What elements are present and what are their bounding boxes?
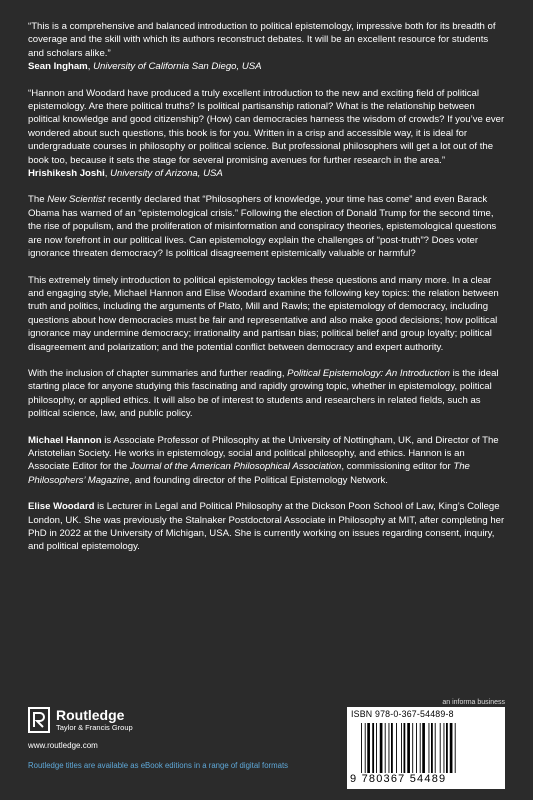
publisher-name: Routledge bbox=[56, 707, 125, 723]
description-paragraph-3: With the inclusion of chapter summaries and further reading, Political Epistemology: An Introduction is the ideal starting place for anyone studying this fascinating and rapidly growing topic, whether in epistemology, political philosophy, or applied ethics. It will also be of interest to students and researchers in related fields, such as political science, law, and public policy. bbox=[28, 367, 499, 420]
barcode-bars-icon bbox=[361, 723, 501, 773]
reviewer-affiliation-2: University of Arizona, USA bbox=[110, 168, 223, 180]
isbn-text: ISBN 978-0-367-54489-8 bbox=[351, 709, 454, 719]
author-bio-1: Michael Hannon is Associate Professor of Philosophy at the University of Nottingham, UK, and Director of The Aristotelian Society. He works in epistemology, social and political philosophy, and ethics. Hannon is an Associate Editor for the Journal of the American Philosophical Association, commissioning editor for The Philosophers’ Magazine, and founding director of the Political Epistemology Network. bbox=[28, 434, 499, 486]
publisher-logo bbox=[28, 707, 133, 733]
author-bio-2: Elise Woodard is Lecturer in Legal and Political Philosophy at the Dickson Poon School of Law, King’s College London, UK. She was previously the Stalnaker Postdoctoral Associate in Philosophy at MIT, after completing her PhD in 2022 at the University of Michigan, USA. She is currently working on issues regarding consent, inquiry, and political epistemology. bbox=[28, 501, 505, 553]
review-attribution-1: Sean Ingham, University of California San Diego, USA bbox=[28, 61, 262, 73]
informa-tagline: an informa business bbox=[442, 699, 505, 706]
cover-footer bbox=[28, 695, 505, 795]
barcode-digits: 9 780367 54489 bbox=[350, 773, 447, 785]
publisher-url: www.routledge.com bbox=[28, 741, 98, 750]
reviewer-affiliation-1: University of California San Diego, USA bbox=[93, 61, 262, 73]
review-quote-2: “Hannon and Woodard have produced a truly excellent introduction to the new and exciting field of political epistemology. Are there political truths? Is political partisanship rational? What is the relationship between political knowledge and good citizenship? (How) can democracies harness the wisdom of crowds? If you’ve ever wondered about such questions, this book is for you. Written in a crisp and accessible way, it is ideal for undergraduate courses in philosophy or political science. But professional philosophers will get a lot out of the book too, because it sets the stage for several promising avenues for further research in the area.” bbox=[28, 87, 505, 166]
description-paragraph-1: The New Scientist recently declared that “Philosophers of knowledge, your time has come” and even Barack Obama has warned of an “epistemological crisis.” Following the election of Donald Trump for the second time, the rise of populism, and the proliferation of misinformation and conspiracy theories, epistemological questions are now forefront in our political lives. Can epistemology explain the challenges of “post-truth”? Does voter ignorance threaten democracy? Is political disagreement epistemically valuable or harmful? bbox=[28, 194, 497, 260]
barcode bbox=[347, 707, 505, 789]
description-paragraph-2: This extremely timely introduction to political epistemology tackles these questions and many more. In a clear and engaging style, Michael Hannon and Elise Woodard examine the following key topics: the relation between truth and politics, including the arguments of Plato, Mill and Rawls; the epistemology of democracy, including questions about how democracies must be fair and representative and also make good decisions; how political ignorance may undermine democracy; irrationality and partisan bias; political belief and group loyalty; political disagreement and polarization; and the potential conflict between democracy and expert authority. bbox=[28, 274, 499, 353]
routledge-logo-icon bbox=[28, 707, 50, 733]
ebook-note: Routledge titles are available as eBook editions in a range of digital formats bbox=[28, 761, 289, 770]
publisher-group: Taylor & Francis Group bbox=[56, 723, 133, 732]
review-quote-1: “This is a comprehensive and balanced introduction to political epistemology, impressive both for its breadth of coverage and the skill with which its authors reconstruct debates. It will be an excellent resource for students and scholars alike.” bbox=[28, 21, 496, 59]
review-attribution-2: Hrishikesh Joshi, University of Arizona, USA bbox=[28, 168, 223, 180]
reviewer-name-1: Sean Ingham bbox=[28, 61, 88, 73]
reviewer-name-2: Hrishikesh Joshi bbox=[28, 168, 105, 180]
